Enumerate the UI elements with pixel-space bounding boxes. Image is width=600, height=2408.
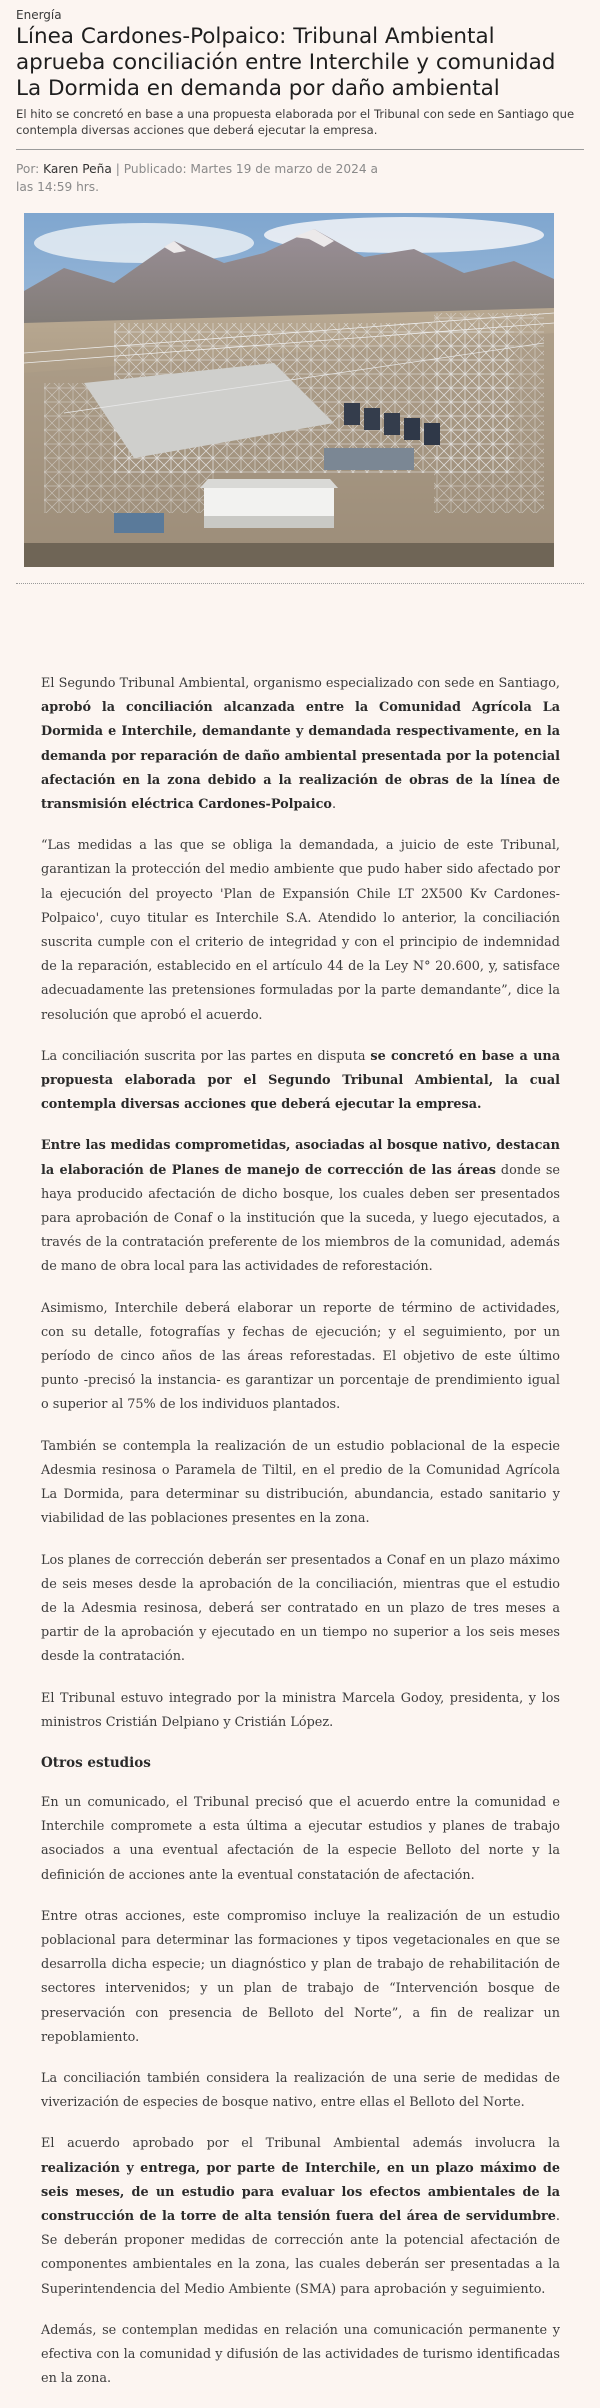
paragraph-4: Entre las medidas comprometidas, asociadas al bosque nativo, destacan la elaboración de Planes de manejo de corrección de las áreas donde se haya producido afectación de dicho bosque, los cuales deben ser presentados para aprobación de Conaf o la institución que la suceda, y luego ejecutados, a través de la contratación preferente de los miembros de la comunidad, además de mano de obra local para las actividades de reforestación. — [41, 1138, 560, 1275]
article-subhead: El hito se concretó en base a una propuesta elaborada por el Tribunal con sede en Santiago que contempla diversas acciones que deberá ejecutar la empresa. — [16, 107, 575, 137]
paragraph-3: La conciliación suscrita por las partes en disputa se concretó en base a una propuesta elaborada por el Segundo Tribunal Ambiental, la cual contempla diversas acciones que deberá ejecutar la empresa. — [41, 1048, 560, 1113]
paragraph-13: Además, se contemplan medidas en relación una comunicación permanente y efectiva con la comunidad y difusión de las actividades de turismo identificadas en la zona. — [41, 2322, 560, 2387]
substation-photo — [24, 213, 554, 567]
byline — [16, 160, 396, 196]
subheading-otros-estudios: Otros estudios — [41, 1754, 151, 1771]
paragraph-9: En un comunicado, el Tribunal precisó que el acuerdo entre la comunidad e Interchile compromete a esta última a ejecutar estudios y planes de trabajo asociados a una eventual afectación de la especie Belloto del norte y la definición de acciones ante la eventual constatación de afectación. — [41, 1794, 560, 1883]
paragraph-5: Asimismo, Interchile deberá elaborar un reporte de término de actividades, con su detalle, fotografías y fechas de ejecución; y el seguimiento, por un período de cinco años de las áreas reforestadas. El objetivo de este último punto -precisó la instancia- es garantizar un porcentaje de prendimiento igual o superior al 75% de los individuos plantados. — [41, 1300, 560, 1413]
section-label[interactable]: Energía — [16, 8, 62, 22]
article-headline: Línea Cardones-Polpaico: Tribunal Ambiental aprueba conciliación entre Interchile y comunidad La Dormida en demanda por daño ambiental — [16, 24, 556, 101]
paragraph-2: “Las medidas a las que se obliga la demandada, a juicio de este Tribunal, garantizan la protección del medio ambiente que pudo haber sido afectado por la ejecución del proyecto 'Plan de Expansión Chile LT 2X500 Kv Cardones- Polpaico', cuyo titular es Interchile S.A. Atendido lo anterior, la conciliación suscrita cumple con el criterio de integridad y con el principio de indemnidad de la reparación, establecido en el artículo 44 de la Ley N° 20.600, y, satisface adecuadamente las pretensiones formuladas por la parte demandante”, dice la resolución que aprobó el acuerdo. — [41, 838, 560, 1023]
paragraph-12: El acuerdo aprobado por el Tribunal Ambiental además involucra la realización y entrega, por parte de Interchile, en un plazo máximo de seis meses, de un estudio para evaluar los efectos ambientales de la construcción de la torre de alta tensión fuera del área de servidumbre. Se deberán proponer medidas de corrección ante la potencial afectación de componentes ambientales en la zona, las cuales deberán ser presentadas a la Superintendencia del Medio Ambiente (SMA) para aprobación y seguimiento. — [41, 2136, 560, 2297]
paragraph-1: El Segundo Tribunal Ambiental, organismo especializado con sede en Santiago, aprobó la conciliación alcanzada entre la Comunidad Agrícola La Dormida e Interchile, demandante y demandada respectivamente, en la demanda por reparación de daño ambiental presentada por la potencial afectación en la zona debido a la realización de obras de la línea de transmisión eléctrica Cardones-Polpaico. — [41, 676, 560, 813]
paragraph-8: El Tribunal estuvo integrado por la ministra Marcela Godoy, presidenta, y los ministros Cristián Delpiano y Cristián López. — [41, 1690, 560, 1730]
header-divider — [16, 149, 584, 150]
byline-separator: | — [115, 162, 120, 176]
author-link[interactable]: Karen Peña — [43, 162, 112, 176]
article-body — [41, 672, 560, 2408]
paragraph-6: También se contempla la realización de un estudio poblacional de la especie Adesmia resinosa o Paramela de Tiltil, en el predio de la Comunidad Agrícola La Dormida, para determinar su distribución, abundancia, estado sanitario y viabilidad de las poblaciones presentes en la zona. — [41, 1438, 560, 1527]
byline-prefix: Por: — [16, 162, 40, 176]
paragraph-10: Entre otras acciones, este compromiso incluye la realización de un estudio poblacional para determinar las formaciones y tipos vegetacionales en que se desarrolla dicha especie; un diagnóstico y plan de trabajo de rehabilitación de sectores intervenidos; y un plan de trabajo de “Intervención bosque de preservación con presencia de Belloto del Norte”, a fin de realizar un repoblamiento. — [41, 1908, 560, 2045]
paragraph-7: Los planes de corrección deberán ser presentados a Conaf en un plazo máximo de seis meses desde la aprobación de la conciliación, mientras que el estudio de la Adesmia resinosa, deberá ser contratado en un plazo de tres meses a partir de la aprobación y ejecutado en un tiempo no superior a los seis meses desde la contratación. — [41, 1552, 560, 1665]
paragraph-11: La conciliación también considera la realización de una serie de medidas de viverización de especies de bosque nativo, entre ellas el Belloto del Norte. — [41, 2070, 560, 2111]
image-divider — [16, 583, 584, 584]
publish-date: Publicado: Martes 19 de marzo de 2024 a las 14:59 hrs. — [16, 162, 378, 194]
